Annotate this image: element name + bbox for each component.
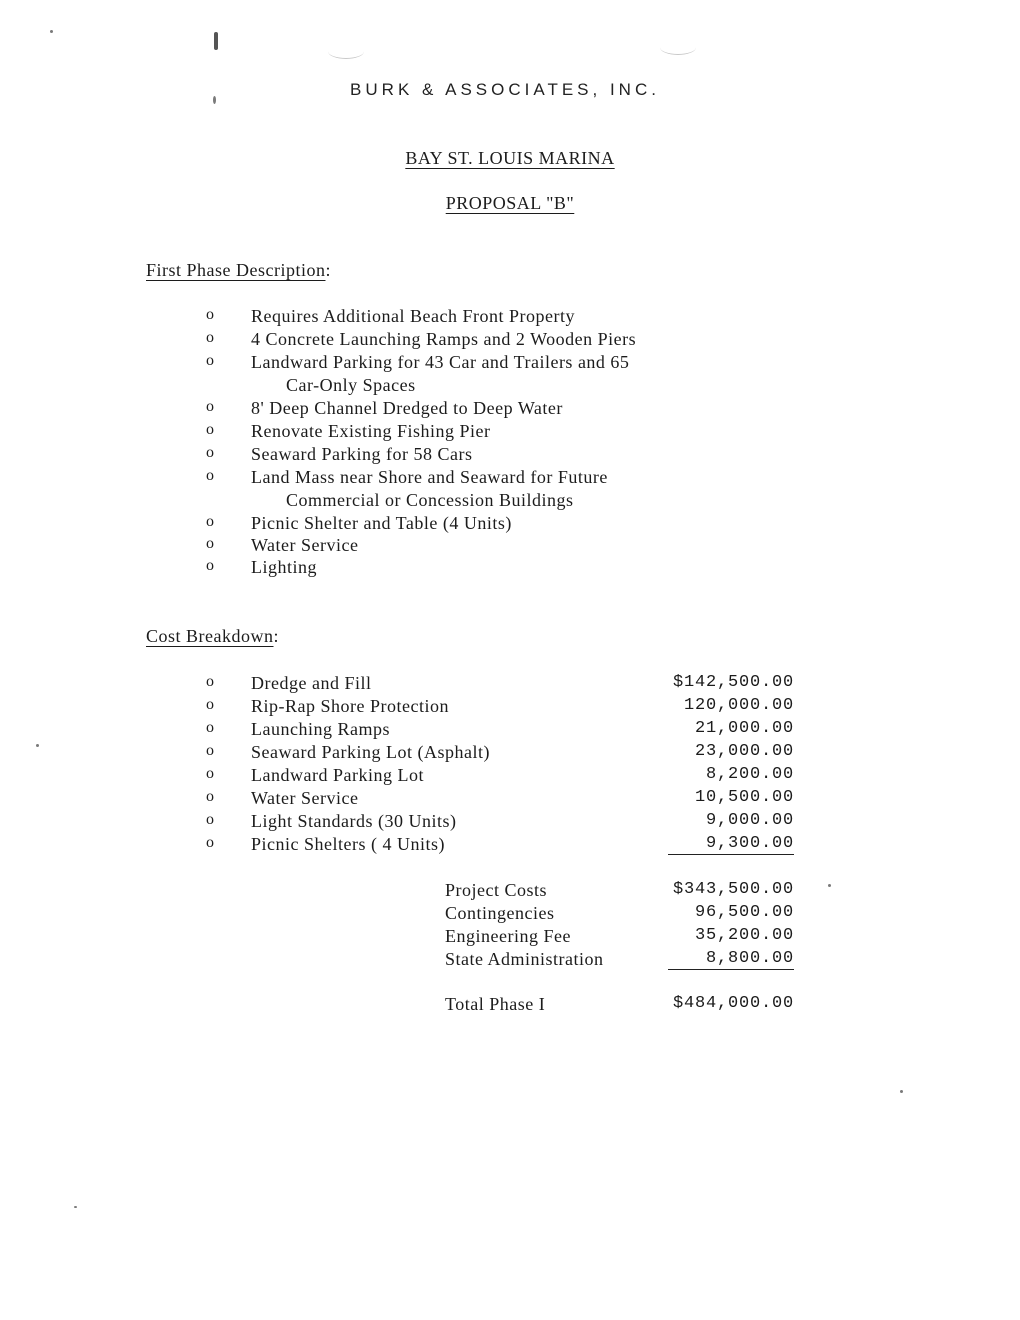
- first-phase-heading: First Phase Description:: [146, 260, 332, 280]
- speck: [50, 30, 53, 33]
- proposal-label: PROPOSAL "B": [445, 193, 575, 213]
- punch-hole-mark-left: [328, 44, 364, 59]
- letterhead: BURK & ASSOCIATES, INC.: [350, 80, 660, 99]
- speck: [74, 1206, 77, 1208]
- speck: [900, 1090, 903, 1093]
- document-page: BURK & ASSOCIATES, INC. BAY ST. LOUIS MARINA PROPOSAL "B" First Phase Description: o Requires Additional Beach Front Property o 4 Concrete Launching Ramps and 2 Wooden Piers o Landward Parking for 43 Car and Trailers and 65 Car-Only Spaces o 8' Deep Channel Dredged to Deep Water o Renovate Existing Fishing Pier o Seaward Parking for 58 Cars o Land Mass near Shore and Seaward for Future Commercial or Concession Buildings o Picnic Shelter and Table (4 Units) o Water Service o Lighting Cost Breakdown: o Dredge and Fill $142,500.00 o Rip-Rap Shore Protection 120,000.00 o Launching Ramps 21,000.00 o Seaward Parking Lot (Asphalt) 23,000.00 o Landward Parking Lot 8,200.00 o Water Service 10,500.00 o Light Standards (30 Units) 9,000.00 o Picnic Shelters ( 4 Units) 9,300.00 Project Costs $343,500.00 Contingencies 96,500.00 Engineering Fee 35,200.00 State Administration 8,800.00 Total Phase I $484,000.00: [0, 0, 1020, 1320]
- speck: [828, 884, 831, 887]
- speck: [36, 744, 39, 747]
- speck: [214, 32, 218, 50]
- document-title: BAY ST. LOUIS MARINA: [405, 148, 615, 168]
- punch-hole-mark-right: [660, 40, 696, 55]
- cost-breakdown-heading: Cost Breakdown:: [146, 626, 280, 646]
